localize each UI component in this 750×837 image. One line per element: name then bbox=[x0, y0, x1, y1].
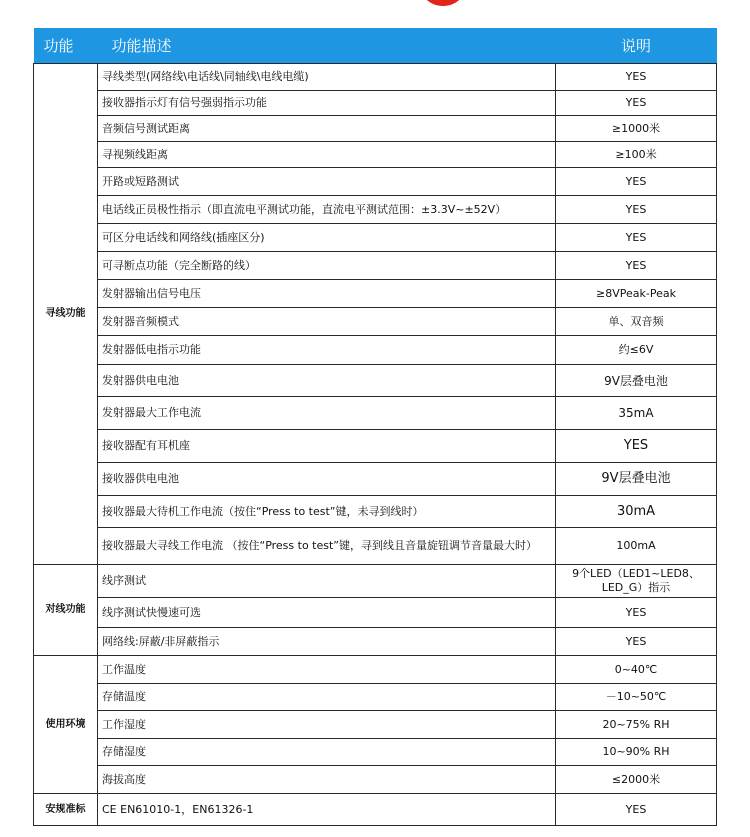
table-row bbox=[34, 64, 717, 91]
table-header-row bbox=[34, 28, 717, 64]
row-value: 9个LED（LED1~LED8、LED_G）指示 bbox=[556, 565, 717, 598]
table-row bbox=[34, 196, 717, 224]
row-desc: 网络线:屏蔽/非屏蔽指示 bbox=[98, 628, 556, 656]
row-desc: 寻线类型(网络线\电话线\同轴线\电线电缆) bbox=[98, 64, 556, 91]
row-desc: 可寻断点功能（完全断路的线） bbox=[98, 252, 556, 280]
row-value: YES bbox=[556, 628, 717, 656]
category-cell: 寻线功能 bbox=[34, 64, 98, 565]
row-value: －10~50℃ bbox=[556, 684, 717, 711]
row-desc: 发射器供电电池 bbox=[98, 365, 556, 397]
row-desc: 接收器最大寻线工作电流 （按住“Press to test”键，寻到线且音量旋钮调节音量最大时） bbox=[98, 528, 556, 565]
row-value: 20~75% RH bbox=[556, 711, 717, 739]
row-value: ≥100米 bbox=[556, 142, 717, 168]
row-desc: 存储湿度 bbox=[98, 739, 556, 766]
row-desc: 电话线正员极性指示（即直流电平测试功能，直流电平测试范围：±3.3V~±52V） bbox=[98, 196, 556, 224]
table-row bbox=[34, 684, 717, 711]
row-value: YES bbox=[556, 196, 717, 224]
row-value: 100mA bbox=[556, 528, 717, 565]
row-value: YES bbox=[556, 252, 717, 280]
row-value: 0~40℃ bbox=[556, 656, 717, 684]
row-value: YES bbox=[556, 598, 717, 628]
table-row bbox=[34, 463, 717, 496]
header-desc: 功能描述 bbox=[98, 28, 556, 64]
row-value: 10~90% RH bbox=[556, 739, 717, 766]
row-desc: 存储温度 bbox=[98, 684, 556, 711]
row-desc: 接收器指示灯有信号强弱指示功能 bbox=[98, 91, 556, 116]
row-value: 30mA bbox=[556, 496, 717, 528]
table-row bbox=[34, 794, 717, 826]
table-row bbox=[34, 598, 717, 628]
row-value: YES bbox=[556, 168, 717, 196]
row-desc: 工作温度 bbox=[98, 656, 556, 684]
row-value: 9V层叠电池 bbox=[556, 463, 717, 496]
row-desc: CE EN61010-1，EN61326-1 bbox=[98, 794, 556, 826]
row-desc: 发射器音频模式 bbox=[98, 308, 556, 336]
row-desc: 发射器最大工作电流 bbox=[98, 397, 556, 430]
row-value: 约≤6V bbox=[556, 336, 717, 365]
row-desc: 接收器供电电池 bbox=[98, 463, 556, 496]
table-row bbox=[34, 711, 717, 739]
row-desc: 线序测试 bbox=[98, 565, 556, 598]
category-cell: 对线功能 bbox=[34, 565, 98, 656]
table-row bbox=[34, 496, 717, 528]
row-desc: 可区分电话线和网络线(插座区分) bbox=[98, 224, 556, 252]
category-cell: 使用环境 bbox=[34, 656, 98, 794]
row-desc: 海拔高度 bbox=[98, 766, 556, 794]
row-desc: 工作湿度 bbox=[98, 711, 556, 739]
table-row bbox=[34, 528, 717, 565]
table-row bbox=[34, 91, 717, 116]
row-desc: 发射器低电指示功能 bbox=[98, 336, 556, 365]
row-desc: 寻视频线距离 bbox=[98, 142, 556, 168]
table-row bbox=[34, 430, 717, 463]
top-decoration-arc bbox=[418, 0, 468, 6]
table-row bbox=[34, 336, 717, 365]
table-row bbox=[34, 308, 717, 336]
row-value: YES bbox=[556, 64, 717, 91]
row-value: ≥1000米 bbox=[556, 116, 717, 142]
row-desc: 接收器最大待机工作电流（按住“Press to test”键，未寻到线时） bbox=[98, 496, 556, 528]
table-row bbox=[34, 628, 717, 656]
category-cell: 安规准标 bbox=[34, 794, 98, 826]
table-row bbox=[34, 142, 717, 168]
table-row bbox=[34, 565, 717, 598]
row-value: YES bbox=[556, 91, 717, 116]
table-row bbox=[34, 116, 717, 142]
table-row bbox=[34, 739, 717, 766]
row-value: ≤2000米 bbox=[556, 766, 717, 794]
row-value: YES bbox=[556, 224, 717, 252]
table-row bbox=[34, 656, 717, 684]
table-row bbox=[34, 766, 717, 794]
table-row bbox=[34, 168, 717, 196]
row-value: 单、双音频 bbox=[556, 308, 717, 336]
row-value: YES bbox=[556, 794, 717, 826]
header-note: 说明 bbox=[556, 28, 717, 64]
spec-body bbox=[34, 64, 717, 826]
table-row bbox=[34, 252, 717, 280]
table-row bbox=[34, 365, 717, 397]
row-desc: 接收器配有耳机座 bbox=[98, 430, 556, 463]
table-row bbox=[34, 397, 717, 430]
row-value: 35mA bbox=[556, 397, 717, 430]
row-value: ≥8VPeak-Peak bbox=[556, 280, 717, 308]
table-row bbox=[34, 224, 717, 252]
header-func: 功能 bbox=[34, 28, 98, 64]
row-desc: 音频信号测试距离 bbox=[98, 116, 556, 142]
spec-table bbox=[33, 28, 717, 826]
row-desc: 线序测试快慢速可选 bbox=[98, 598, 556, 628]
row-desc: 发射器输出信号电压 bbox=[98, 280, 556, 308]
row-desc: 开路或短路测试 bbox=[98, 168, 556, 196]
row-value: 9V层叠电池 bbox=[556, 365, 717, 397]
row-value: YES bbox=[556, 430, 717, 463]
table-row bbox=[34, 280, 717, 308]
